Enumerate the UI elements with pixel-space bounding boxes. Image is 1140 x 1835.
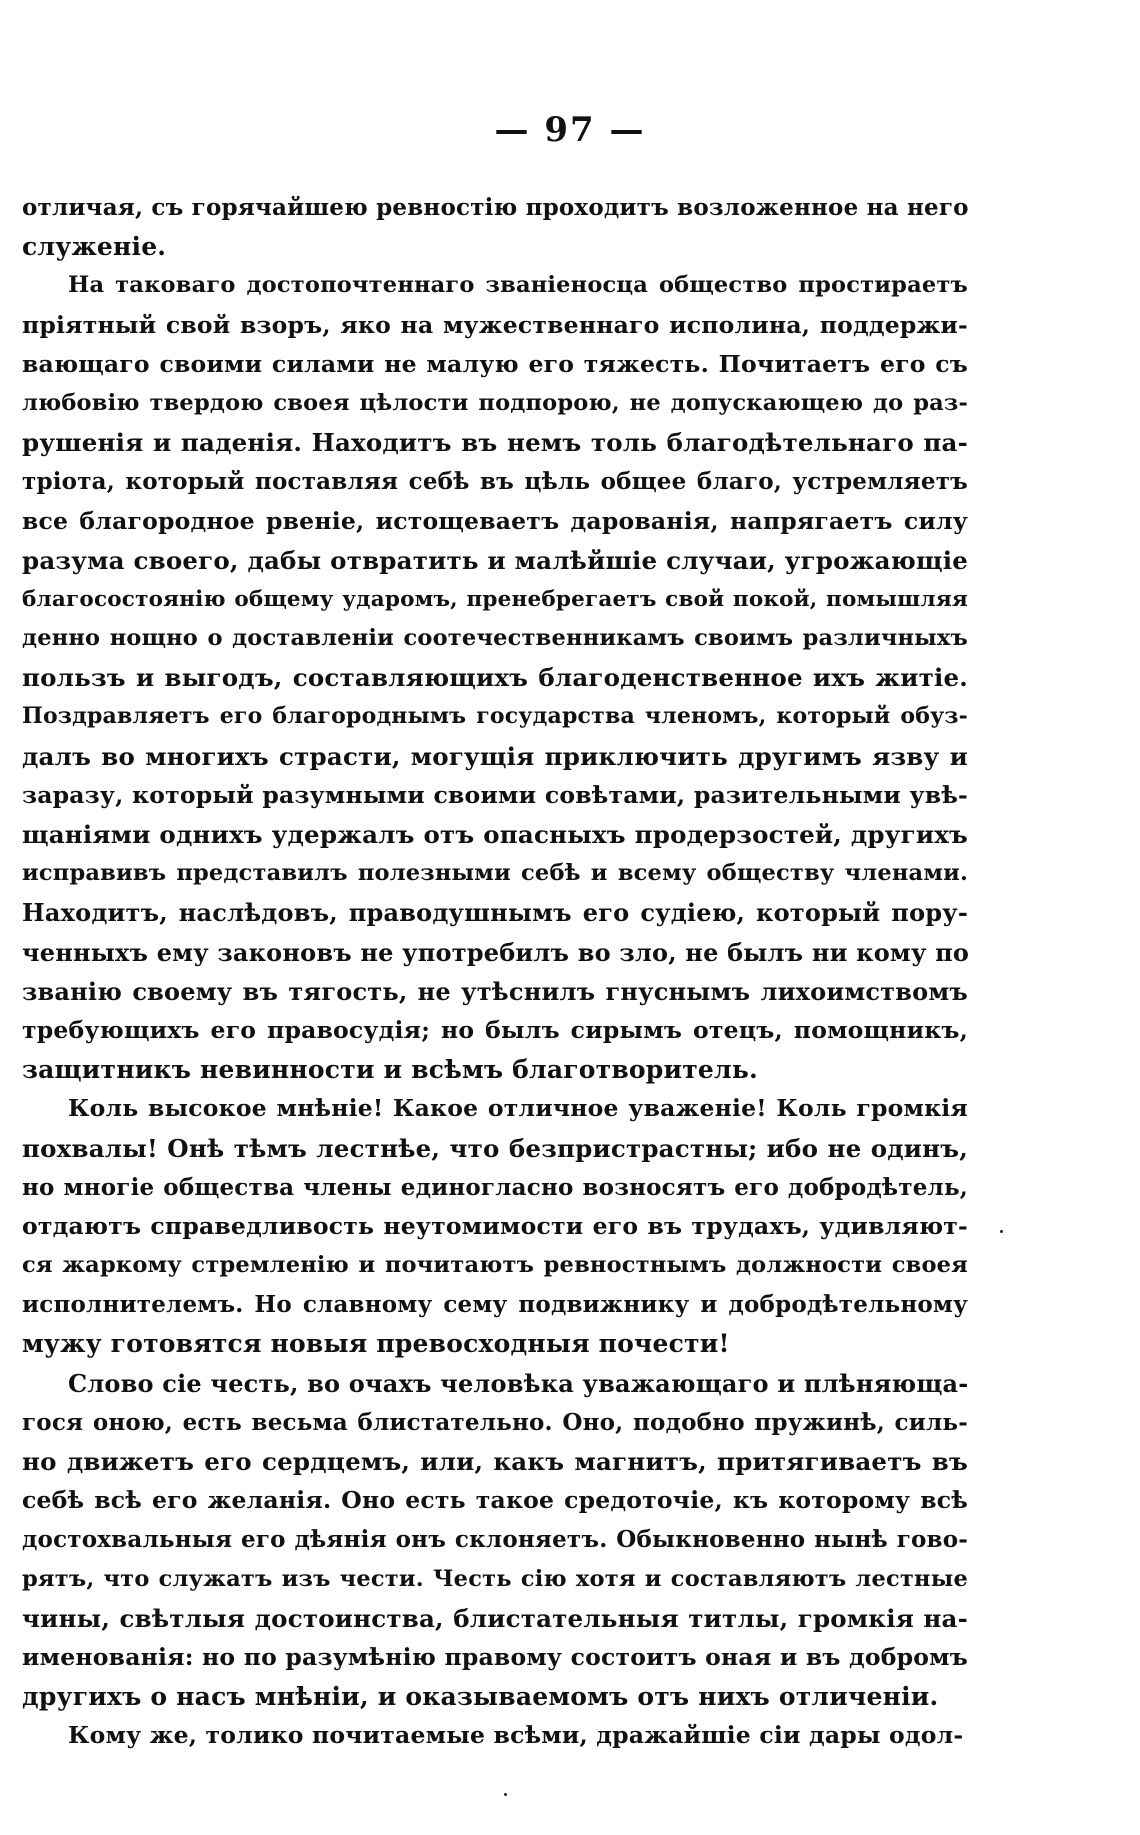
text-line: похвалы! Онѣ тѣмъ лестнѣе, что безпристрастны; ибо не одинъ,: [22, 1133, 968, 1163]
text-line: далъ во многихъ страсти, могущія приключить другимъ язву и: [22, 741, 968, 771]
paragraph: [22, 1089, 968, 1363]
text-line: гося оною, есть весьма блистательно. Оно, подобно пружинѣ, силь-: [22, 1408, 968, 1436]
text-line: все благородное рвеніе, истощеваетъ дарованія, напрягаетъ силу: [22, 506, 968, 535]
text-line: достохвальныя его дѣянія онъ склоняетъ. Обыкновенно нынѣ гово-: [22, 1526, 968, 1554]
text-line: защитникъ невинности и всѣмъ благотворитель.: [22, 1055, 758, 1085]
text-line: разума своего, дабы отвратить и малѣйшіе случаи, угрожающіе: [22, 545, 968, 575]
text-line: Слово сіе честь, во очахъ человѣка уважающаго и плѣняюща-: [68, 1368, 969, 1398]
text-line: пользъ и выгодъ, составляющихъ благоденственное ихъ житіе.: [22, 663, 968, 693]
text-line: рятъ, что служатъ изъ чести. Честь сію хотя и составляютъ лестные: [22, 1565, 968, 1592]
body-text: [22, 188, 968, 1756]
text-line: денно нощно о доставленіи соотечественникамъ своимъ различныхъ: [22, 625, 968, 652]
text-line: ченныхъ ему законовъ не употребилъ во зло, не былъ ни кому по: [22, 937, 970, 967]
text-line: ся жаркому стремленію и почитаютъ ревностнымъ должности своея: [22, 1252, 968, 1279]
text-line: пріятный свой взоръ, яко на мужественнаго исполина, поддержи-: [22, 310, 968, 339]
paragraph: [22, 266, 968, 1089]
print-speck: [504, 1793, 507, 1796]
paragraph: [22, 1364, 968, 1717]
text-line: отличая, съ горячайшею ревностію проходитъ возложенное на него: [22, 194, 969, 221]
text-line: служеніе.: [22, 232, 167, 262]
text-line: тріота, который поставляя себѣ въ цѣль общее благо, устремляетъ: [22, 468, 968, 496]
text-line: именованія: но по разумѣнію правому состоитъ оная и въ добромъ: [22, 1642, 968, 1671]
text-line: благосостоянію общему ударомъ, пренебрегаетъ свой покой, помышляя: [22, 586, 968, 612]
paragraph: [22, 188, 968, 266]
text-line: отдаютъ справедливость неутомимости его въ трудахъ, удивляют-: [22, 1211, 968, 1240]
text-line: Поздравляетъ его благороднымъ государства членомъ, который обуз-: [22, 703, 968, 730]
page-number: — 97 —: [494, 110, 646, 150]
text-line: другихъ о насъ мнѣніи, и оказываемомъ отъ нихъ отличеніи.: [22, 1682, 939, 1712]
text-line: мужу готовятся новыя превосходныя почести!: [22, 1329, 730, 1359]
text-line: званію своему въ тягость, не утѣснилъ гнуснымъ лихоимствомъ: [22, 976, 968, 1006]
text-line: себѣ всѣ его желанія. Оно есть такое средоточіе, къ которому всѣ: [22, 1486, 968, 1515]
text-line: исполнителемъ. Но славному сему подвижнику и добродѣтельному: [22, 1291, 968, 1319]
text-line: но движетъ его сердцемъ, или, какъ магнитъ, притягиваетъ въ: [22, 1447, 968, 1476]
paragraph: [22, 1716, 968, 1755]
print-speck: [1000, 1230, 1003, 1233]
text-line: чины, свѣтлыя достоинства, блистательныя титлы, громкія на-: [22, 1603, 968, 1633]
text-line: вающаго своими силами не малую его тяжесть. Почитаетъ его съ: [22, 349, 968, 378]
text-line: Коль высокое мнѣніе! Какое отличное уваженіе! Коль громкія: [68, 1094, 968, 1123]
text-line: рушенія и паденія. Находитъ въ немъ толь благодѣтельнаго па-: [22, 428, 968, 458]
text-line: Кому же, толико почитаемые всѣми, дражайшіе сіи дары одол-: [68, 1721, 964, 1750]
text-line: На таковаго достопочтеннаго званіеносца общество простираетъ: [68, 272, 968, 299]
text-line: заразу, который разумными своими совѣтами, разительными увѣ-: [22, 780, 968, 809]
text-line: щаніями однихъ удержалъ отъ опасныхъ продерзостей, другихъ: [22, 820, 968, 849]
text-line: исправивъ представилъ полезными себѣ и всему обществу членами.: [22, 860, 968, 887]
text-line: но многіе общества члены единогласно возносятъ его добродѣтель,: [22, 1173, 968, 1201]
text-line: Находитъ, наслѣдовъ, праводушнымъ его судіею, который пору-: [22, 898, 968, 928]
text-line: требующихъ его правосудія; но былъ сирымъ отецъ, помощникъ,: [22, 1015, 968, 1044]
text-line: любовію твердою своея цѣлости подпорою, не допускающею до раз-: [22, 389, 968, 416]
